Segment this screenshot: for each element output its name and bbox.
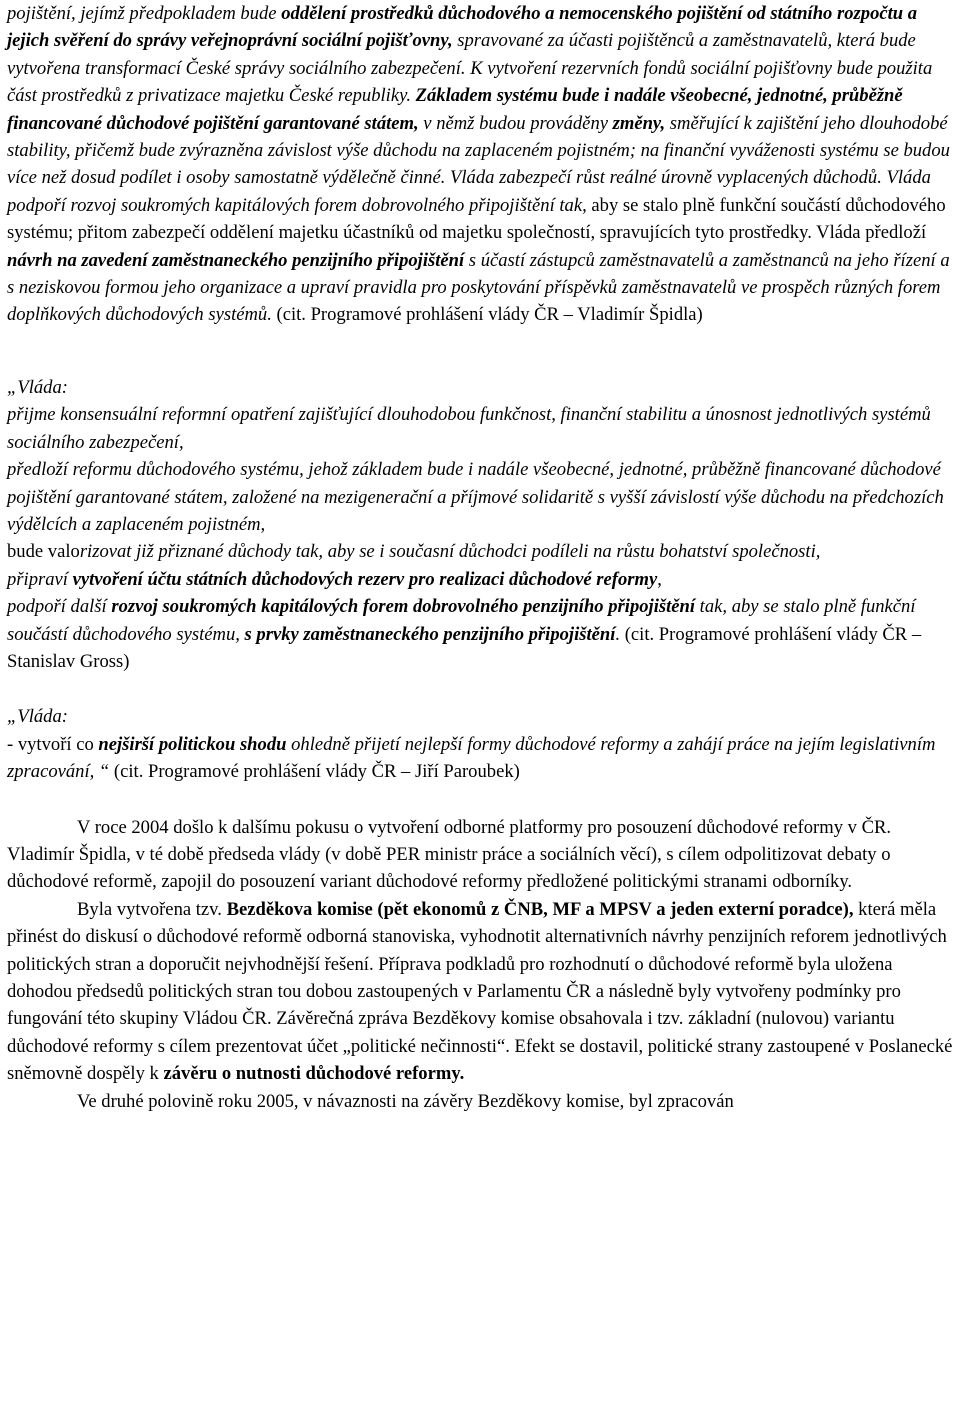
quote-gross-item: připraví vytvoření účtu státních důchodových rezerv pro realizaci důchodové reformy, [7,568,662,590]
quote-gross-intro: „Vláda: [7,376,68,398]
quote-gross-item: přijme konsensuální reformní opatření zajišťující dlouhodobou funkčnost, finanční stabilitu a únosnost jednotlivých systémů sociálního zabezpečení, [7,404,931,453]
quote-paroubek: - vytvoří co nejširší politickou shodu ohledně přijetí nejlepší formy důchodové reformy a zahájí práce na jejím legislativním zpracování, “ (cit. Programové prohlášení vlády ČR – Jiří Paroubek) [7,733,936,783]
quote-gross-item: podpoří další rozvoj soukromých kapitálových forem dobrovolného penzijního připojištění tak, aby se stalo plně funkční součástí důchodového systému, s prvky zaměstnaneckého penzijního připojištění. (cit. Programové prohlášení vlády ČR – Stanislav Gross) [7,596,922,672]
citation: (cit. Programové prohlášení vlády ČR – Stanislav Gross) [7,623,922,672]
citation: (cit. Programové prohlášení vlády ČR – Jiří Paroubek) [113,761,520,783]
body-paragraph: V roce 2004 došlo k dalšímu pokusu o vytvoření odborné platformy pro posouzení důchodové reformy v ČR. Vladimír Špidla, v té době předseda vlády (v době PER ministr práce a sociálních věcí), s cílem odpolitizovat debaty o důchodové reformě, zapojil do posouzení variant důchodové reformy předložené politickými stranami odborníky. [7,816,892,893]
document-page [7,0,957,1115]
quote-gross-item: bude valorizovat již přiznané důchody tak, aby se i současní důchodci podíleli na růstu bohatství společnosti, [7,541,821,563]
body-paragraph: Byla vytvořena tzv. Bezděkova komise (pět ekonomů z ČNB, MF a MPSV a jeden externí poradce), která měla přinést do diskusí o důchodové reformě odborná stanoviska, vyhodnotit alternativních návrhy penzijních reforem jednotlivých politických stran a doporučit nejvhodnější řešení. Příprava podkladů pro rozhodnutí o důchodové reformě byla uložena dohodou předsedů politických stran tou dobou zastoupených v Parlamentu ČR a následně byly vytvořeny podmínky pro fungování této skupiny Vládou ČR. Závěrečná zpráva Bezděkovy komise obsahovala i tzv. základní (nulovou) variantu důchodové reformy s cílem prezentovat účet „politické nečinnosti“. Efekt se dostavil, politické strany zastoupené v Poslanecké sněmovně dospěly k závěru o nutnosti důchodové reformy. [7,898,953,1085]
citation: (cit. Programové prohlášení vlády ČR – Vladimír Špidla) [276,304,703,326]
quote-gross-item: předloží reformu důchodového systému, jehož základem bude i nadále všeobecné, jednotné, průběžně financované důchodové pojištění garantované státem, založené na mezigenerační a příjmové solidaritě s vyšší závislostí výše důchodu na předchozích výdělcích a zaplaceném pojistném, [7,459,944,535]
quote-paroubek-intro: „Vláda: [7,706,68,728]
spacer [7,786,957,814]
spacer [7,329,957,374]
spacer [7,675,957,703]
quote-spidla: pojištění, jejímž předpokladem bude oddělení prostředků důchodového a nemocenského pojištění od státního rozpočtu a jejich svěření do správy veřejnoprávní sociální pojišťovny, spravované za účasti pojištěnců a zaměstnavatelů, která bude vytvořena transformací České správy sociálního zabezpečení. K vytvoření rezervních fondů sociální pojišťovny bude použita část prostředků z privatizace majetku České republiky. Základem systému bude i nadále všeobecné, jednotné, průběžně financované důchodové pojištění garantované státem, v němž budou prováděny změny, směřující k zajištění jeho dlouhodobé stability, přičemž bude zvýrazněna závislost výše důchodu na zaplaceném pojistném; na finanční vyváženosti systému se budou více než dosud podílet i osoby samostatně výdělečně činné. Vláda zabezpečí růst reálné úrovně vyplacených důchodů. Vláda podpoří rozvoj soukromých kapitálových forem dobrovolného připojištění tak, aby se stalo plně funkční součástí důchodového systému; přitom zabezpečí oddělení majetku účastníků od majetku společností, spravujících tyto prostředky. Vláda předloží návrh na zavedení zaměstnaneckého penzijního připojištění s účastí zástupců zaměstnavatelů a zaměstnanců na jeho řízení a s neziskovou formou jeho organizace a upraví pravidla pro poskytování příspěvků zaměstnavatelů ve prospěch různých forem doplňkových důchodových systémů. (cit. Programové prohlášení vlády ČR – Vladimír Špidla) [7,3,950,326]
body-paragraph: Ve druhé polovině roku 2005, v návaznosti na závěry Bezděkovy komise, byl zpracován [77,1090,734,1112]
